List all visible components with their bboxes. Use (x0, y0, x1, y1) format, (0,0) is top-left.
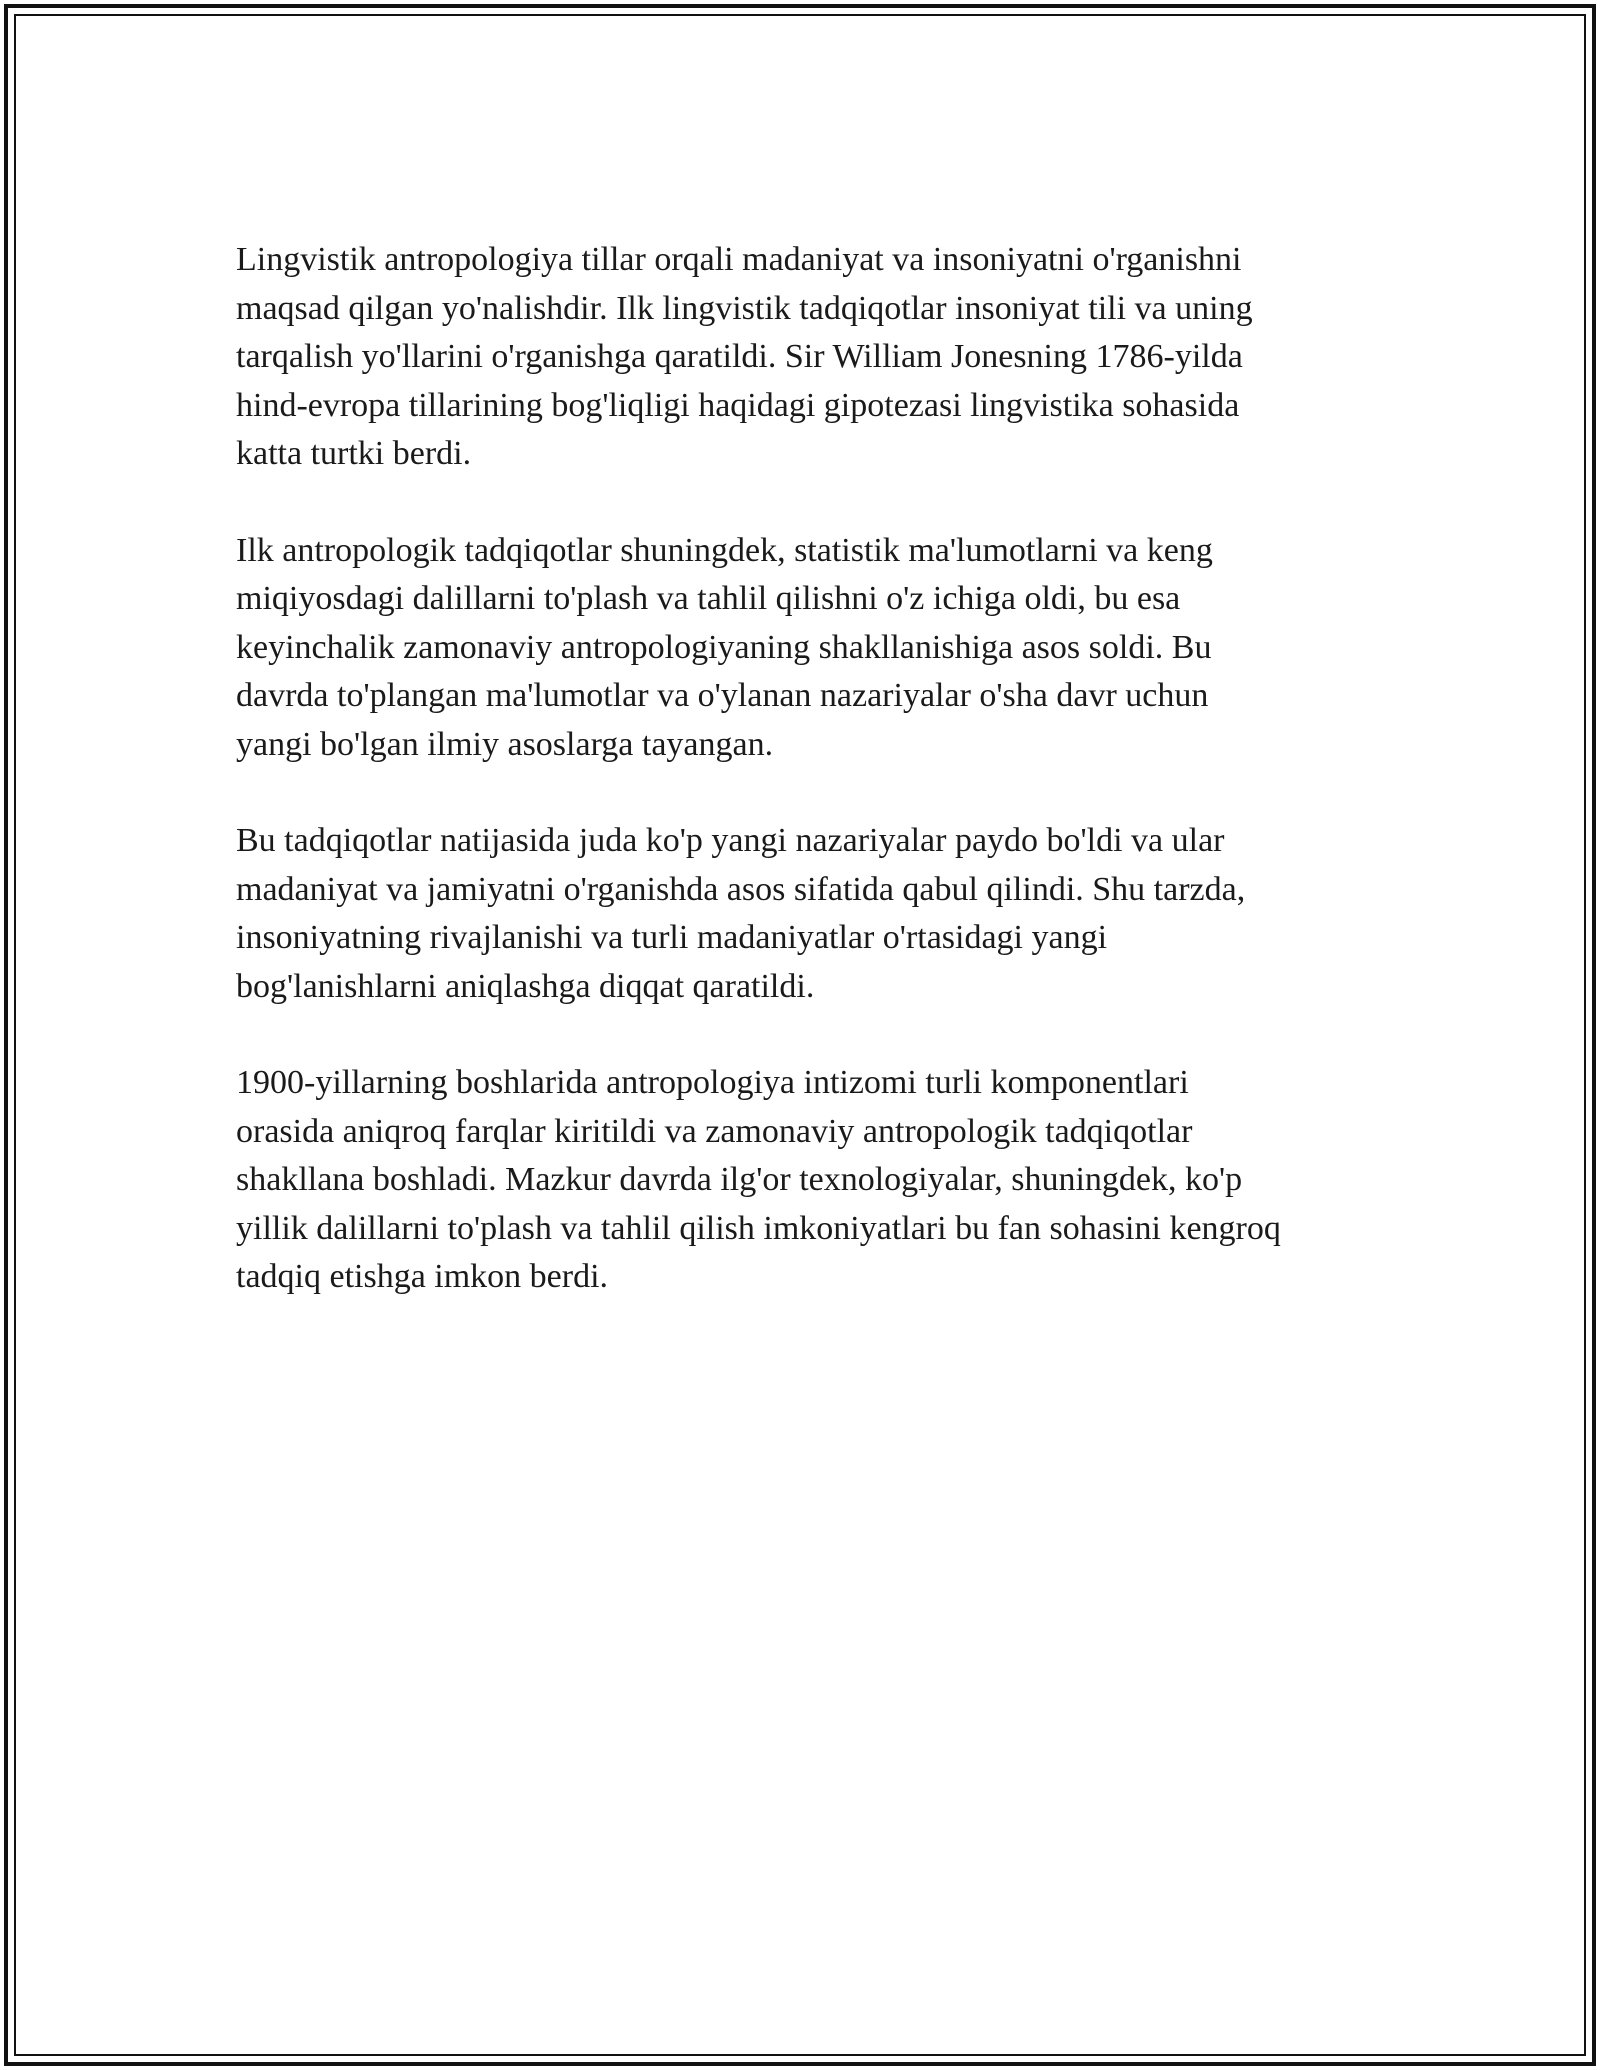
text-line: orasida aniqroq farqlar kiritildi va zamonaviy antropologik tadqiqotlar (236, 1112, 1193, 1150)
text-line: maqsad qilgan yo'nalishdir. Ilk lingvistik tadqiqotlar insoniyat tili va uning (236, 289, 1253, 327)
text-line: insoniyatning rivajlanishi va turli madaniyatlar o'rtasidagi yangi (236, 919, 1108, 956)
text-line: madaniyat va jamiyatni o'rganishda asos sifatida qabul qilindi. Shu tarzda, (236, 870, 1246, 908)
text-line: Ilk antropologik tadqiqotlar shuningdek, statistik ma'lumotlarni va keng (236, 531, 1213, 569)
text-line: Lingvistik antropologiya tillar orqali madaniyat va insoniyatni o'rganishni (236, 241, 1242, 278)
text-line: davrda to'plangan ma'lumotlar va o'ylanan nazariyalar o'sha davr uchun (236, 677, 1209, 714)
text-line: 1900-yillarning boshlarida antropologiya intizomi turli komponentlari (236, 1064, 1189, 1101)
text-line: shakllana boshladi. Mazkur davrda ilg'or texnologiyalar, shuningdek, ko'p (236, 1161, 1243, 1198)
text-line: bog'lanishlarni aniqlashga diqqat qaratildi. (236, 967, 815, 1005)
text-line: Bu tadqiqotlar natijasida juda ko'p yangi nazariyalar paydo bo'ldi va ular (236, 822, 1225, 859)
paragraph-3 (236, 817, 1386, 1011)
text-line: yangi bo'lgan ilmiy asoslarga tayangan. (236, 725, 774, 763)
paragraph-4 (236, 1059, 1386, 1302)
text-line: katta turtki berdi. (236, 435, 472, 472)
document-body (236, 236, 1386, 1350)
text-line: tarqalish yo'llarini o'rganishga qaratildi. Sir William Jonesning 1786-yilda (236, 338, 1243, 375)
text-line: keyinchalik zamonaviy antropologiyaning shakllanishiga asos soldi. Bu (236, 628, 1212, 666)
paragraph-1 (236, 236, 1386, 479)
text-line: yillik dalillarni to'plash va tahlil qilish imkoniyatlari bu fan sohasini kengroq (236, 1209, 1281, 1247)
paragraph-2 (236, 527, 1386, 770)
text-line: hind-evropa tillarining bog'liqligi haqidagi gipotezasi lingvistika sohasida (236, 386, 1240, 424)
text-line: miqiyosdagi dalillarni to'plash va tahlil qilishni o'z ichiga oldi, bu esa (236, 580, 1181, 617)
text-line: tadqiq etishga imkon berdi. (236, 1258, 609, 1295)
